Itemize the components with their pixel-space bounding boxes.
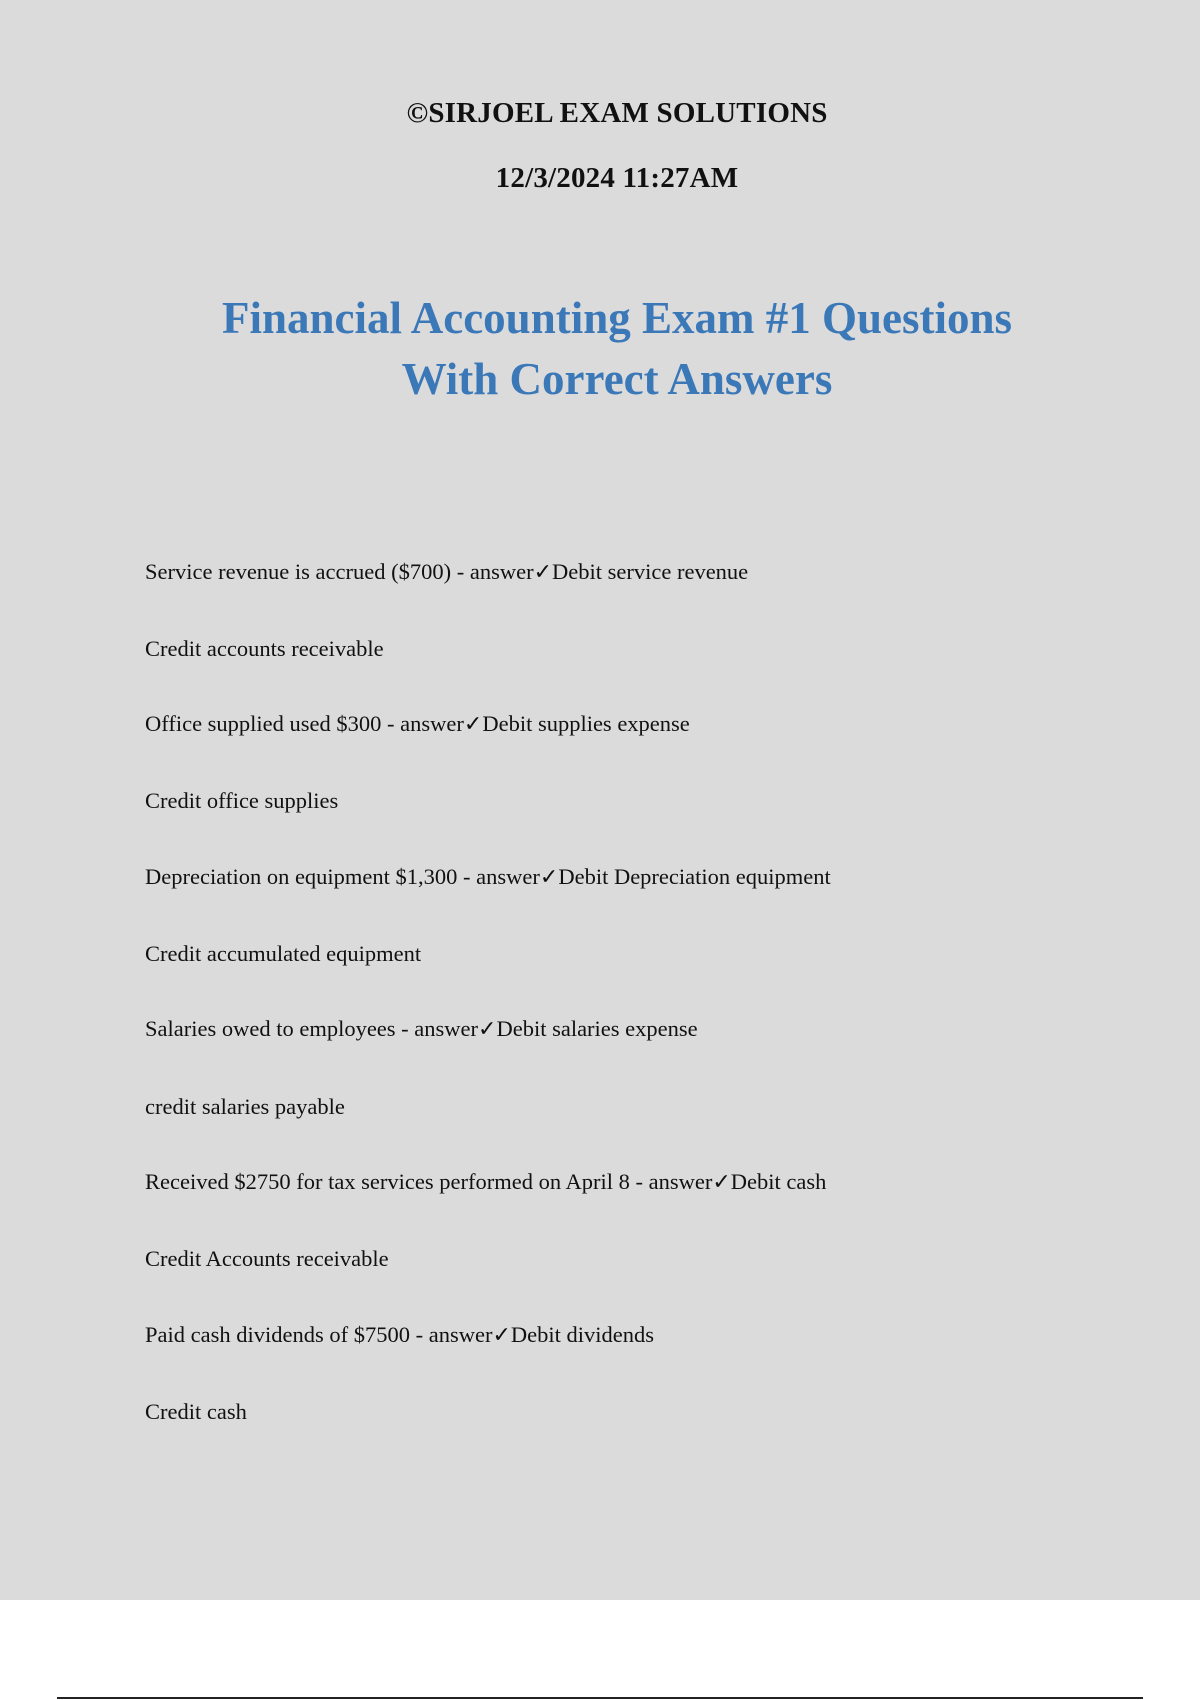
answer-text: Debit cash [730,1169,827,1194]
footer-rule [57,1697,1143,1699]
answer-continuation-line: Credit accounts receivable [145,636,384,661]
answer-continuation-line: Credit Accounts receivable [145,1246,389,1271]
answer-text: Debit supplies expense [482,711,690,736]
checkmark-icon: ✓ [539,865,559,890]
question-line [145,557,748,588]
answer-continuation-line: Credit office supplies [145,788,339,813]
copyright-header: ©SIRJOEL EXAM SOLUTIONS [406,97,828,129]
question-line [145,709,690,740]
answer-text: Debit salaries expense [496,1016,698,1041]
question-line [145,1320,654,1351]
question-line [145,862,831,893]
question-text: Office supplied used $300 - answer [145,711,464,736]
question-text: Salaries owed to employees - answer [145,1016,479,1041]
answer-continuation-line: Credit cash [145,1399,247,1424]
checkmark-icon: ✓ [478,1017,497,1042]
title-line-2: With Correct Answers [401,354,833,404]
checkmark-icon: ✓ [533,560,553,585]
checkmark-icon: ✓ [712,1170,731,1195]
answer-text: Debit service revenue [552,559,749,584]
question-text: Paid cash dividends of $7500 - answer [145,1322,493,1347]
question-text: Received $2750 for tax services performed on April 8 - answer [145,1169,713,1194]
answer-text: Debit Depreciation equipment [558,864,831,889]
document-title [0,288,1200,410]
timestamp-header: 12/3/2024 11:27AM [495,162,739,194]
answer-continuation-line: credit salaries payable [145,1094,345,1119]
question-text: Service revenue is accrued ($700) - answer [145,559,534,584]
checkmark-icon: ✓ [492,1323,511,1348]
answer-continuation-line: Credit accumulated equipment [145,941,422,966]
checkmark-icon: ✓ [463,712,483,737]
answer-text: Debit dividends [510,1322,654,1347]
title-line-1: Financial Accounting Exam #1 Questions [221,293,1013,343]
question-text: Depreciation on equipment $1,300 - answer [145,864,540,889]
question-line [145,1014,698,1045]
question-line [145,1167,826,1198]
